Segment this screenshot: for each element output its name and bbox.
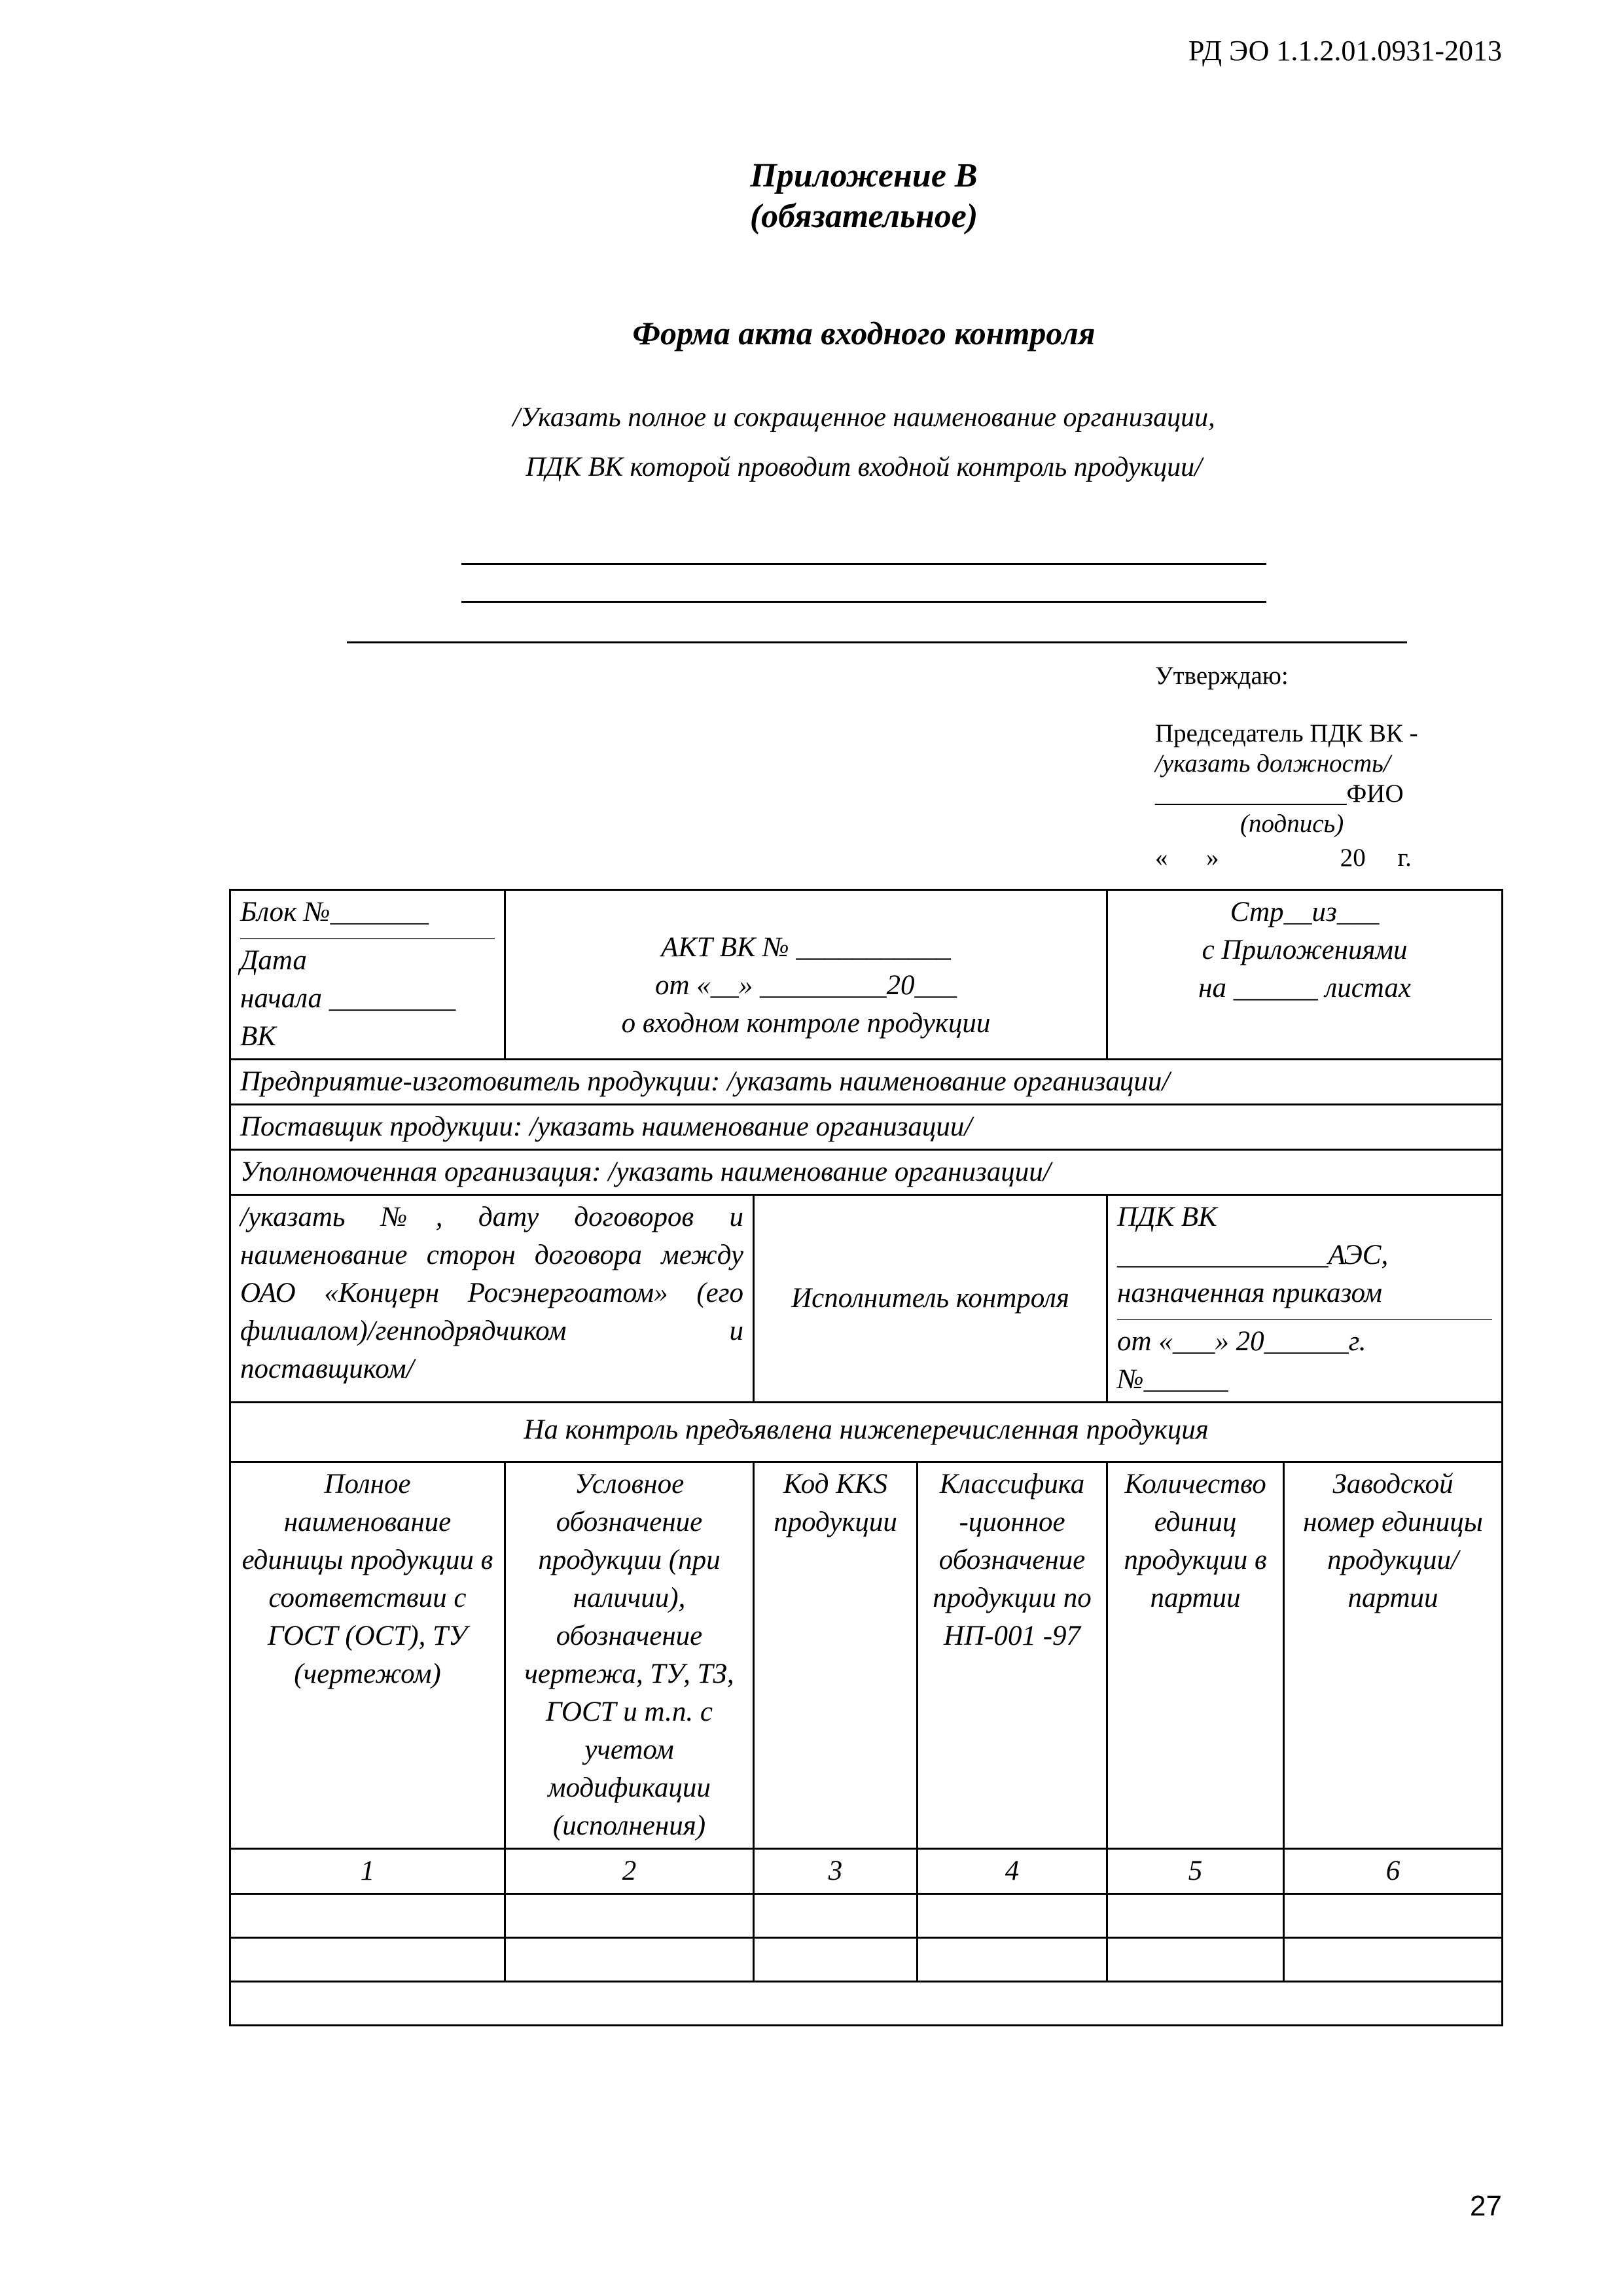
pdk-line-1: ПДК ВК [1117, 1202, 1217, 1232]
column-number-5: 5 [1107, 1849, 1284, 1894]
approval-date-line: « » 20 г. [1155, 844, 1412, 872]
approval-position: /указать должность/ [1155, 749, 1391, 778]
table-row [230, 1938, 1503, 1982]
start-date-line-1: Дата [240, 945, 307, 976]
block-separator [240, 938, 495, 939]
page-count-cell [1107, 890, 1503, 1060]
blank-line-1 [461, 563, 1266, 565]
executor-cell: Исполнитель контроля [754, 1195, 1107, 1403]
pdk-line-3: назначенная приказом [1117, 1278, 1382, 1308]
manufacturer-row: Предприятие-изготовитель продукции: /указать наименование организации/ [230, 1060, 1503, 1105]
column-header-3: Код KKS продукции [754, 1462, 918, 1849]
column-header-2: Условное обозначение продукции (при наличии), обозначение чертежа, ТУ, ТЗ, ГОСТ и т.п. с учетом модификации (исполнения) [505, 1462, 754, 1849]
appendix-title: Приложение В [750, 157, 978, 194]
organization-instruction-line-2: ПДК ВК которой проводит входной контроль продукции/ [526, 452, 1202, 482]
organization-instruction [0, 393, 1623, 492]
column-header-6: Заводской номер единицы продукции/ партии [1284, 1462, 1503, 1849]
start-date-line-2: начала _________ [240, 983, 456, 1014]
approval-chairman: Председатель ПДК ВК - [1155, 719, 1418, 747]
act-subject-line: о входном контроле продукции [621, 1008, 991, 1039]
table-row [230, 1894, 1503, 1938]
act-number-line: АКТ ВК № ___________ [661, 932, 951, 963]
approval-title: Утверждаю: [1155, 662, 1289, 690]
act-date-line: от «__» _________20___ [654, 970, 957, 1001]
appendix-subtitle: (обязательное) [749, 198, 978, 235]
start-date-line-3: ВК [240, 1021, 276, 1052]
column-header-1: Полное наименование единицы продукции в соответствии с ГОСТ (ОСТ), ТУ (чертежом) [230, 1462, 505, 1849]
authorized-organization-row: Уполномоченная организация: /указать наименование организации/ [230, 1150, 1503, 1195]
document-code: РД ЭО 1.1.2.01.0931-2013 [1188, 35, 1502, 67]
organization-instruction-line-1: /Указать полное и сокращенное наименование организации, [512, 403, 1215, 433]
page-count-line-1: Стр__из___ [1230, 897, 1380, 927]
block-number-label: Блок №_______ [240, 897, 429, 927]
presented-products-row: На контроль предъявлена нижеперечисленная продукция [230, 1403, 1503, 1462]
block-date-cell [230, 890, 505, 1060]
pdk-line-4: от «___» 20______г. [1117, 1326, 1366, 1357]
blank-line-3 [347, 641, 1407, 643]
approval-signature-caption: (подпись) [1240, 810, 1344, 838]
pdk-line-5: №______ [1117, 1364, 1228, 1395]
approval-signature-line: _______________ФИО [1155, 780, 1404, 808]
table-row-merged [230, 1982, 1503, 2026]
appendix-heading [0, 156, 1623, 237]
form-title: Форма акта входного контроля [632, 315, 1096, 351]
pdk-cell [1107, 1195, 1503, 1403]
page-count-line-2: с Приложениями [1202, 935, 1408, 965]
column-headers-row [230, 1462, 1503, 1849]
column-number-1: 1 [230, 1849, 505, 1894]
act-title-cell [505, 890, 1107, 1060]
pdk-line-2: _______________АЭС, [1117, 1240, 1389, 1270]
supplier-row: Поставщик продукции: /указать наименование организации/ [230, 1105, 1503, 1150]
blank-line-2 [461, 601, 1266, 603]
column-header-4: Классифика -ционное обозначение продукции по НП-001 -97 [918, 1462, 1107, 1849]
column-number-6: 6 [1284, 1849, 1503, 1894]
column-numbers-row [230, 1849, 1503, 1894]
column-number-3: 3 [754, 1849, 918, 1894]
page-number: 27 [1470, 2190, 1502, 2222]
pdk-separator [1117, 1319, 1492, 1320]
contract-row [230, 1195, 1503, 1403]
column-number-2: 2 [505, 1849, 754, 1894]
page-count-line-3: на ______ листах [1198, 973, 1411, 1003]
column-number-4: 4 [918, 1849, 1107, 1894]
act-table [229, 889, 1503, 2026]
contract-cell: /указать №, дату договоров и наименование сторон договора между ОАО «Концерн Росэнергоатом» (его филиалом)/генподрядчиком и поставщиком/ [230, 1195, 754, 1403]
act-header-row [230, 890, 1503, 1060]
column-header-5: Количество единиц продукции в партии [1107, 1462, 1284, 1849]
